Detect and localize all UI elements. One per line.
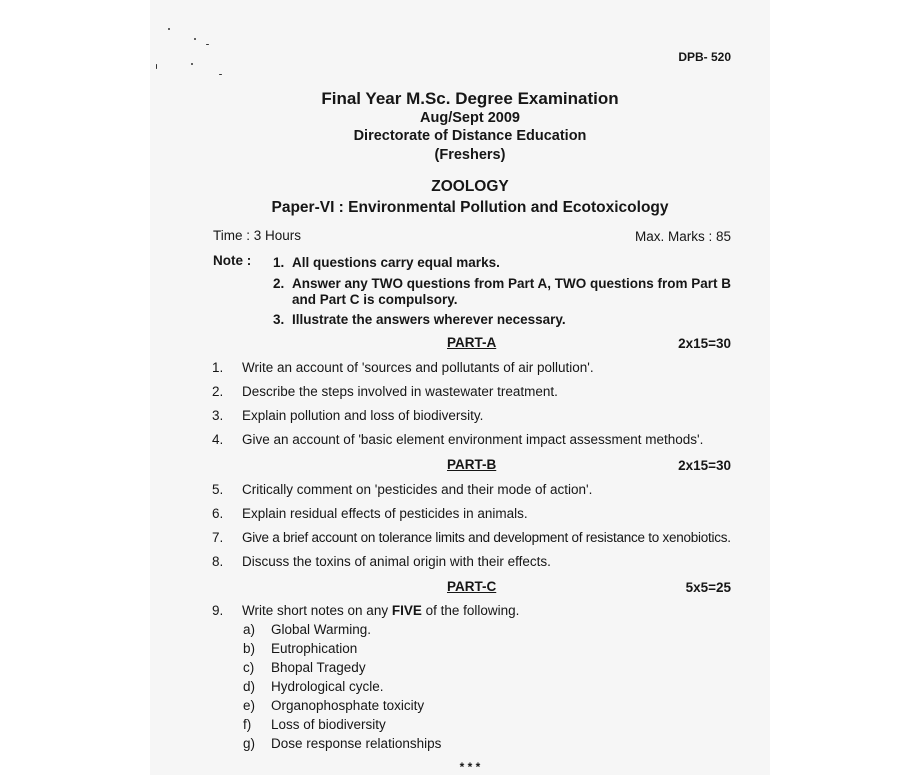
question-text: Discuss the toxins of animal origin with their effects. bbox=[242, 554, 551, 569]
subitem-label: g) bbox=[243, 736, 256, 751]
end-of-paper-mark: * * * bbox=[459, 760, 481, 774]
question-number: 6. bbox=[212, 506, 224, 521]
question-text: Give a brief account on tolerance limits and development of resistance to xenobiotics. bbox=[242, 530, 731, 545]
note-text: All questions carry equal marks. bbox=[292, 255, 500, 270]
subitem-label: f) bbox=[243, 717, 252, 732]
question-number: 8. bbox=[212, 554, 224, 569]
scan-speck bbox=[168, 28, 170, 30]
question-number: 5. bbox=[212, 482, 224, 497]
question-text-part: Write short notes on any bbox=[242, 603, 392, 618]
part-a-heading: PART-A bbox=[447, 335, 497, 350]
subitem-label: a) bbox=[243, 622, 256, 637]
candidate-type: (Freshers) bbox=[434, 147, 506, 163]
subitem-text: Bhopal Tragedy bbox=[271, 660, 366, 675]
question-text: Explain pollution and loss of biodiversity. bbox=[242, 408, 484, 423]
note-text: Answer any TWO questions from Part A, TWO questions from Part B bbox=[292, 276, 732, 291]
subitem-label: d) bbox=[243, 679, 256, 694]
exam-duration: Time : 3 Hours bbox=[213, 228, 302, 243]
question-text-part: of the following. bbox=[421, 603, 520, 618]
paper-code: DPB- 520 bbox=[678, 50, 731, 64]
scan-speck bbox=[156, 64, 157, 69]
subitem-label: e) bbox=[243, 698, 256, 713]
question-text-emphasis: FIVE bbox=[391, 603, 422, 618]
subitem-label: c) bbox=[243, 660, 255, 675]
question-number: 2. bbox=[212, 384, 224, 399]
note-number: 3. bbox=[273, 312, 285, 327]
note-text: Illustrate the answers wherever necessary. bbox=[292, 312, 566, 327]
note-text: and Part C is compulsory. bbox=[292, 292, 458, 307]
paper-title: Paper-VI : Environmental Pollution and Ecotoxicology bbox=[271, 199, 669, 216]
subject-title: ZOOLOGY bbox=[431, 178, 509, 195]
exam-title: Final Year M.Sc. Degree Examination bbox=[321, 89, 619, 108]
question-number: 9. bbox=[212, 603, 224, 618]
question-text: Give an account of 'basic element environment impact assessment methods'. bbox=[242, 432, 704, 447]
part-b-marks: 2x15=30 bbox=[678, 458, 731, 473]
question-text: Write an account of 'sources and pollutants of air pollution'. bbox=[242, 360, 594, 375]
question-number: 7. bbox=[212, 530, 224, 545]
part-b-heading: PART-B bbox=[447, 457, 497, 472]
subitem-text: Global Warming. bbox=[271, 622, 372, 637]
question-text: Explain residual effects of pesticides in animals. bbox=[242, 506, 528, 521]
subitem-text: Hydrological cycle. bbox=[271, 679, 384, 694]
scan-speck bbox=[194, 38, 196, 40]
subitem-text: Loss of biodiversity bbox=[271, 717, 386, 732]
note-label: Note : bbox=[213, 253, 252, 268]
note-number: 1. bbox=[273, 255, 285, 270]
scan-speck bbox=[191, 63, 193, 65]
question-text bbox=[242, 603, 519, 618]
question-number: 1. bbox=[212, 360, 224, 375]
question-text: Critically comment on 'pesticides and their mode of action'. bbox=[242, 482, 593, 497]
part-c-heading: PART-C bbox=[447, 579, 497, 594]
question-number: 3. bbox=[212, 408, 224, 423]
max-marks: Max. Marks : 85 bbox=[634, 229, 731, 244]
scan-speck bbox=[219, 74, 222, 75]
part-a-marks: 2x15=30 bbox=[678, 336, 731, 351]
exam-session: Aug/Sept 2009 bbox=[420, 110, 520, 126]
subitem-text: Dose response relationships bbox=[271, 736, 442, 751]
scan-speck bbox=[206, 44, 209, 45]
question-number: 4. bbox=[212, 432, 224, 447]
note-number: 2. bbox=[273, 276, 285, 291]
question-text: Describe the steps involved in wastewater treatment. bbox=[242, 384, 558, 399]
subitem-label: b) bbox=[243, 641, 256, 656]
subitem-text: Eutrophication bbox=[271, 641, 358, 656]
part-c-marks: 5x5=25 bbox=[685, 580, 731, 595]
directorate: Directorate of Distance Education bbox=[353, 128, 587, 144]
subitem-text: Organophosphate toxicity bbox=[271, 698, 425, 713]
